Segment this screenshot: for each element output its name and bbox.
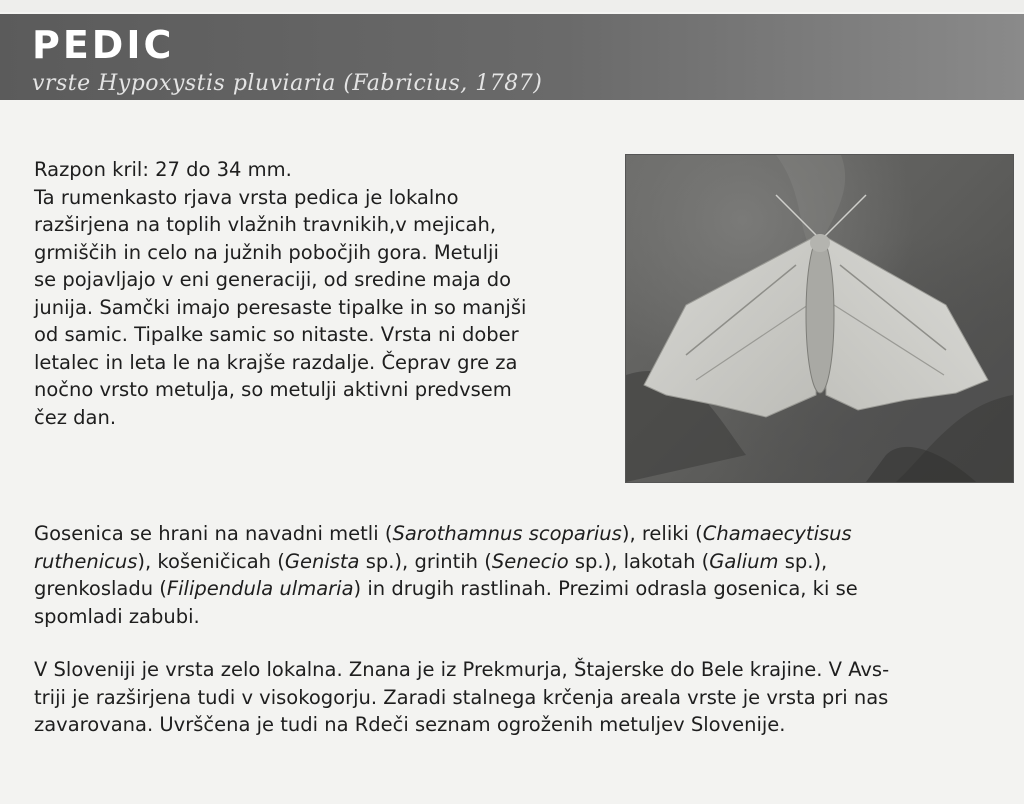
text-line: spomladi zabubi.	[34, 604, 200, 628]
moth-photo-icon	[626, 155, 1013, 482]
description-paragraph	[34, 156, 594, 431]
text-line: od samic. Tipalke samic so nitaste. Vrsta ni dober	[34, 323, 519, 346]
text-line	[34, 575, 1014, 603]
food-plants-paragraph	[34, 520, 1014, 630]
text-line: Razpon kril: 27 do 34 mm.	[34, 158, 292, 181]
page-top-strip	[0, 0, 1024, 12]
text-segment: ), reliki (	[621, 522, 703, 545]
species-subtitle: vrste Hypoxystis pluviaria (Fabricius, 1787)	[32, 71, 543, 96]
text-segment: ), košeničicah (	[137, 549, 285, 573]
latin-name: Genista	[284, 549, 360, 573]
moth-photo	[625, 154, 1014, 483]
latin-name: Galium	[709, 549, 779, 573]
text-line: čez dan.	[34, 405, 117, 429]
latin-name: Chamaecytisus	[702, 522, 852, 545]
text-line: letalec in leta le na krajše razdalje. Čeprav gre za	[34, 350, 518, 374]
text-line: junija. Samčki imajo peresaste tipalke in so manjši	[34, 295, 527, 319]
text-segment: Gosenica se hrani na navadni metli (	[34, 522, 393, 545]
text-line: zavarovana. Uvrščena je tudi na Rdeči seznam ogroženih metuljev Slovenije.	[34, 713, 786, 736]
page-title: PEDIC	[32, 23, 175, 67]
text-segment: sp.),	[778, 549, 828, 573]
text-segment: sp.), lakotah (	[568, 549, 710, 573]
distribution-paragraph	[34, 656, 1014, 739]
text-line	[34, 548, 1014, 576]
text-line: Ta rumenkasto rjava vrsta pedica je lokalno	[34, 185, 459, 209]
text-line: triji je razširjena tudi v visokogorju. Zaradi stalnega krčenja areala vrste je vrsta pri nas	[34, 685, 889, 709]
text-line: se pojavljajo v eni generaciji, od sredine maja do	[34, 268, 512, 291]
text-line: grmiščih in celo na južnih pobočjih gora. Metulji	[34, 240, 499, 264]
latin-name: Senecio	[491, 549, 569, 573]
text-segment: grenkosladu (	[34, 577, 167, 600]
text-segment: ) in drugih rastlinah. Prezimi odrasla gosenica, ki se	[353, 577, 858, 600]
latin-name: Filipendula ulmaria	[166, 577, 354, 600]
text-segment: sp.), grintih (	[359, 549, 492, 573]
text-line	[34, 520, 1014, 548]
text-line: razširjena na toplih vlažnih travnikih,v mejicah,	[34, 213, 497, 236]
latin-name: Sarothamnus scoparius	[392, 522, 622, 545]
latin-name: ruthenicus	[34, 549, 138, 573]
text-line: V Sloveniji je vrsta zelo lokalna. Znana je iz Prekmurja, Štajerske do Bele krajine. V Avs-	[34, 658, 890, 681]
text-line: nočno vrsto metulja, so metulji aktivni predvsem	[34, 378, 512, 401]
